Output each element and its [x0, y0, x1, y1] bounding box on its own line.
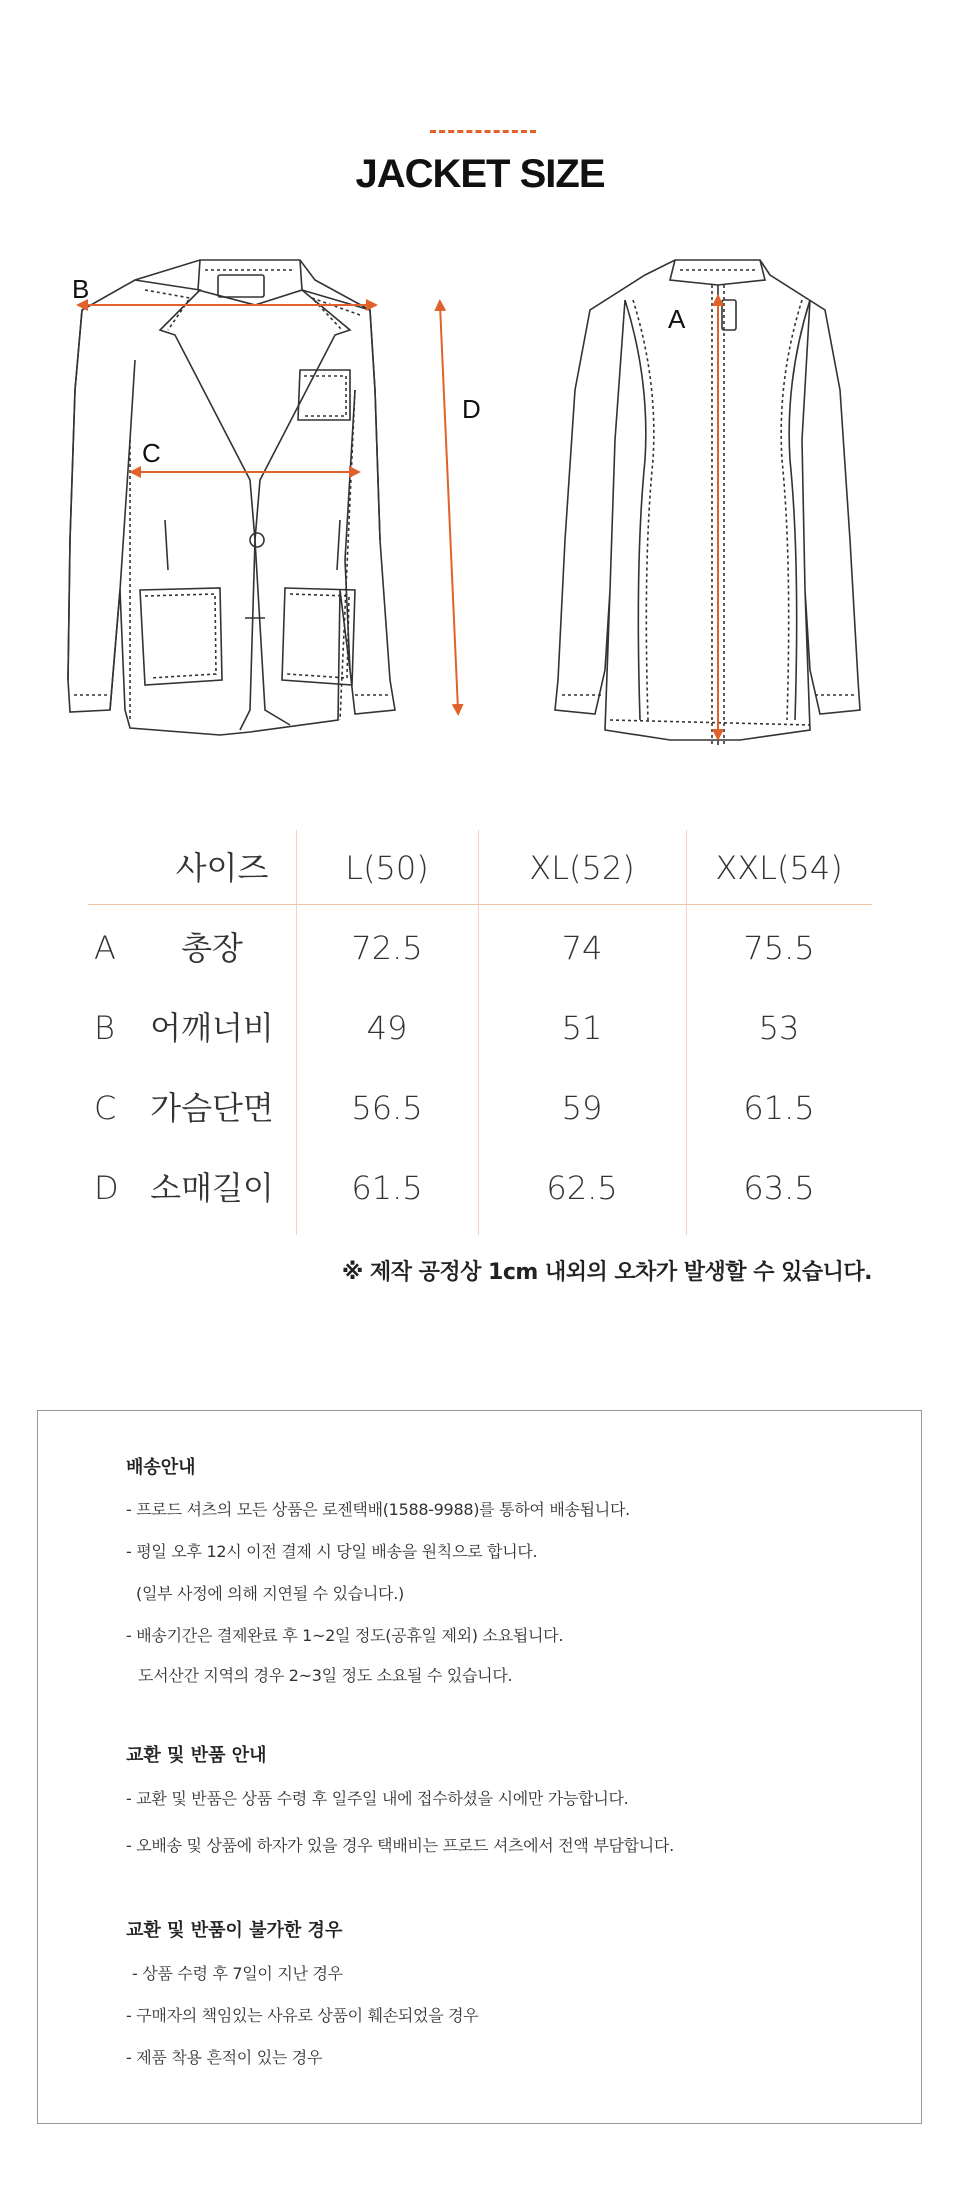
shipping-line: (일부 사정에 의해 지연될 수 있습니다.): [136, 1584, 404, 1603]
label-d: D: [462, 394, 481, 424]
label-a: A: [668, 304, 686, 334]
row-value: 61.5: [743, 1089, 815, 1127]
label-b: B: [72, 274, 90, 304]
not-allowed-line: - 제품 착용 흔적이 있는 경우: [126, 2048, 323, 2067]
row-value: 53: [758, 1009, 800, 1047]
table-header-rule: [88, 904, 872, 905]
row-name: 총장: [181, 929, 243, 967]
not-allowed-title: 교환 및 반품이 불가한 경우: [126, 1920, 343, 1941]
header-l: L(50): [345, 849, 429, 887]
size-note: ※ 제작 공정상 1cm 내외의 오차가 발생할 수 있습니다.: [341, 1260, 872, 1285]
row-name: 소매길이: [150, 1169, 274, 1207]
row-value: 56.5: [351, 1089, 423, 1127]
row-key: A: [94, 929, 116, 967]
jacket-back-view: [555, 260, 860, 745]
jacket-front-view: [68, 260, 395, 735]
header-xl: XL(52): [529, 849, 635, 887]
row-value: 72.5: [351, 929, 423, 967]
exchange-line: - 교환 및 반품은 상품 수령 후 일주일 내에 접수하셨을 시에만 가능합니다.: [126, 1789, 629, 1808]
row-key: D: [94, 1169, 119, 1207]
row-name: 가슴단면: [150, 1089, 274, 1127]
row-value: 49: [366, 1009, 408, 1047]
row-name: 어깨너비: [150, 1009, 274, 1047]
row-value: 59: [561, 1089, 603, 1127]
header-xxl: XXL(54): [715, 849, 843, 887]
shipping-line: 도서산간 지역의 경우 2~3일 정도 소요될 수 있습니다.: [138, 1666, 513, 1685]
exchange-title: 교환 및 반품 안내: [126, 1745, 267, 1766]
row-key: B: [94, 1009, 115, 1047]
not-allowed-line: - 상품 수령 후 7일이 지난 경우: [132, 1964, 343, 1983]
shipping-title: 배송안내: [126, 1457, 196, 1478]
row-value: 74: [561, 929, 603, 967]
not-allowed-line: - 구매자의 책임있는 사유로 상품이 훼손되었을 경우: [126, 2006, 479, 2025]
title-accent-dash: [430, 130, 536, 133]
row-key: C: [94, 1089, 117, 1127]
shipping-line: - 배송기간은 결제완료 후 1~2일 정도(공휴일 제외) 소요됩니다.: [126, 1626, 564, 1645]
row-value: 62.5: [546, 1169, 618, 1207]
arrow-d: [440, 305, 458, 710]
info-box: [37, 1410, 922, 2124]
jacket-illustration: [50, 240, 910, 760]
shipping-line: - 프로드 셔츠의 모든 상품은 로젠택배(1588-9988)를 통하여 배송됩니다.: [126, 1500, 630, 1519]
row-value: 63.5: [743, 1169, 815, 1207]
page-title: JACKET SIZE: [355, 152, 605, 196]
label-c: C: [142, 438, 161, 468]
header-size: 사이즈: [175, 849, 269, 887]
size-table: [88, 830, 872, 1235]
row-value: 75.5: [743, 929, 815, 967]
row-value: 51: [561, 1009, 603, 1047]
exchange-line: - 오배송 및 상품에 하자가 있을 경우 택배비는 프로드 셔츠에서 전액 부담합니다.: [126, 1836, 674, 1855]
row-value: 61.5: [351, 1169, 423, 1207]
shipping-line: - 평일 오후 12시 이전 결제 시 당일 배송을 원칙으로 합니다.: [126, 1542, 538, 1561]
measure-arrows: [82, 300, 718, 735]
